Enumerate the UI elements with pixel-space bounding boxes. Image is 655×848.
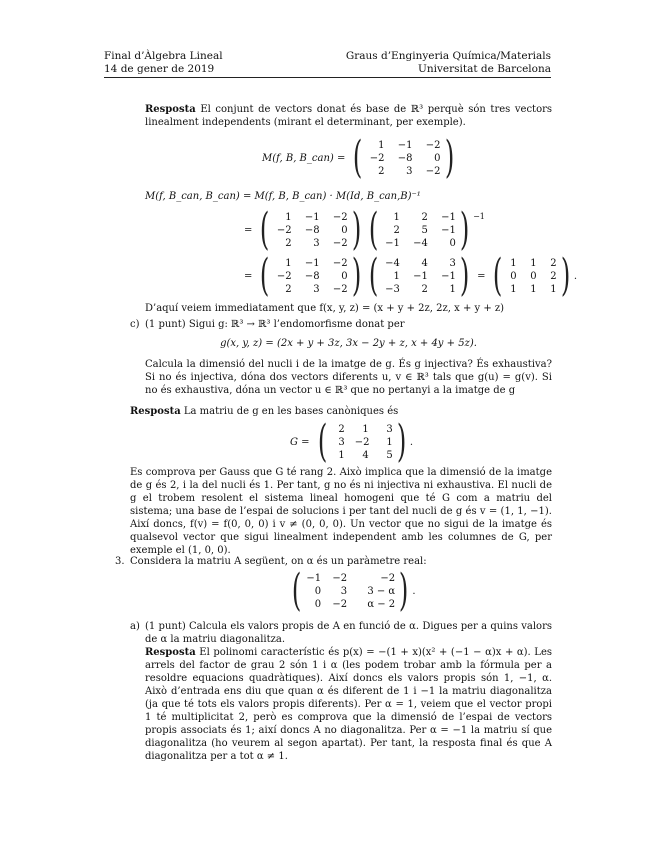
matrix-entry: 3 — [340, 585, 348, 597]
matrix-entry: −1 — [441, 270, 456, 282]
matrix-entry: 4 — [362, 449, 369, 461]
matrix-bracket: ( — [260, 250, 270, 301]
matrix-entry: −2 — [332, 598, 348, 610]
matrix-entry: 2 — [421, 283, 428, 295]
matrix-entry: 0 — [341, 270, 348, 282]
matrix-entry: 1 — [362, 423, 369, 435]
matrix-bracket: ( — [493, 250, 503, 301]
matrix-bracket: ( — [260, 204, 270, 255]
eq2-line3: = ( 1 −1 −2 −2 −8 0 2 3 −2 ) ( −4 4 3 1 −1 −1 −3 2 1 ) = ( 1 1 2 0 0 2 1 1 1 ) . — [244, 250, 577, 301]
matrix-entry: 1 — [510, 257, 517, 269]
matrix-bracket: ( — [368, 204, 379, 255]
matrix-entry: 1 — [550, 283, 557, 295]
matrix-bracket: ) — [396, 416, 407, 467]
matrix-entry: −2 — [380, 572, 396, 584]
matrix-entry: 1 — [285, 211, 292, 223]
equation-m-f-b-bcan — [262, 132, 458, 183]
matrix-entry: 0 — [449, 237, 456, 249]
matrix-entry: 1 — [393, 211, 400, 223]
matrix-entry: −2 — [276, 224, 292, 236]
matrix-entry: −3 — [385, 283, 400, 295]
matrix-entry: −2 — [332, 257, 348, 269]
matrix-entry: 2 — [338, 423, 345, 435]
matrix-entry: −1 — [441, 211, 456, 223]
resposta-2-explanation: Es comprova per Gauss que G té rang 2. Això implica que la dimensió de la imatge de g és 2, i la del nucli és 1. Per tant, g no és ni injectiva ni exhaustiva. El nucli de g el trobem resolent el sistema lineal homogeni que té G com a matriu del sistema; una base de l’espai de solucions i per tant del nucli de g és v = (1, 1, −1). Així doncs, f(v) = f(0, 0, 0) i v ≠ (0, 0, 0). Un vector que no sigui de la imatge és qualsevol vector que sigui linealment independent amb les columnes de G, per exemple el (1, 0, 0). — [130, 467, 552, 556]
matrix-entry: 1 — [338, 449, 345, 461]
eq2-line1: M(f, B_can, B_can) = M(f, B, B_can) · M(Id, B_can,B)⁻¹ — [145, 191, 421, 202]
resposta-3-text: El polinomi característic és p(x) = −(1 + x)(x² + (−1 − α)x + α). Les arrels del factor de grau 2 són 1 i α (les podem trobar amb la fórmula per a resoldre equacions quadràtiques). Així doncs els valors propis són 1, −1, α. Això d’entrada ens diu que quan α és diferent de 1 i −1 la matriu diagonalitza (ja que té tots els valors propis diferents). Per α = 1, veiem que el vector propi 1 té multiplicitat 2, però es comprova que la dimensió de l’espai de vectors propis associats és 1; així doncs A no diagonalitza. Per α = −1 la matriu sí que diagonalitza (ho veurem al segon apartat). Per tant, la resposta final és que A diagonalitza per a tot α ≠ 1. — [145, 647, 552, 762]
matrix-entry: 2 — [550, 257, 557, 269]
matrix-entry: 3 — [386, 423, 393, 435]
matrix-c — [256, 250, 364, 301]
matrix-entry: 4 — [421, 257, 428, 269]
problem-3-statement: Considera la matriu A següent, on α és un paràmetre real: — [130, 556, 427, 567]
course-title: Final d’Àlgebra Lineal — [104, 50, 223, 62]
matrix-entry: −8 — [304, 224, 320, 236]
resposta-2-text: La matriu de g en les bases canòniques és — [180, 406, 399, 417]
g-lhs: G = — [290, 436, 310, 448]
resposta-1 — [145, 103, 552, 129]
resposta-text: El conjunt de vectors donat és base de ℝ³ perquè són tres vectors linealment independents (mirant el determinant, per exemple). — [145, 104, 552, 128]
part-c-marker: c) — [130, 319, 140, 330]
matrix-entry: −1 — [306, 572, 322, 584]
matrix-entry: −2 — [332, 237, 348, 249]
matrix-a — [256, 204, 364, 255]
inverse-exponent: −1 — [473, 212, 485, 221]
university-name: Universitat de Barcelona — [418, 63, 551, 75]
part-c-statement: (1 punt) Sigui g: ℝ³ → ℝ³ l’endomorfisme donat per — [145, 319, 405, 330]
matrix-entry: 0 — [510, 270, 517, 282]
part-a-statement: (1 punt) Calcula els valors propis de A en funció de α. Digues per a quins valors de α la matriu diagonalitza. — [145, 621, 552, 645]
matrix-entry: −1 — [441, 224, 456, 236]
matrix-entry: 5 — [421, 224, 428, 236]
matrix-bracket: ( — [291, 565, 302, 616]
header-rule — [104, 77, 551, 78]
matrix-bracket: ) — [399, 565, 409, 616]
matrix-entry: 1 — [386, 436, 393, 448]
header-left — [104, 50, 223, 76]
part-c-question: Calcula la dimensió del nucli i de la imatge de g. És g injectiva? És exhaustiva? Si no és injectiva, dóna dos vectors diferents u, v ∈ ℝ³ tals que g(u) = g(v). Si no és exhaustiva, dóna un vector u ∈ ℝ³ que no pertanyi a la imatge de g — [145, 359, 552, 396]
matrix-entry: 1 — [530, 283, 537, 295]
g-matrix-equation: G = ( 2 1 3 3 −2 1 1 4 5 ) . — [290, 416, 414, 467]
matrix-bracket: ) — [560, 250, 570, 301]
matrix-d — [365, 250, 473, 301]
matrix-entry: 0 — [314, 585, 322, 597]
matrix-entry: 1 — [378, 139, 385, 151]
matrix-entry: −8 — [304, 270, 320, 282]
matrix-entry: 3 — [449, 257, 456, 269]
matrix-entry: −1 — [304, 211, 320, 223]
matrix-entry: 1 — [510, 283, 517, 295]
matrix-entry: 1 — [449, 283, 456, 295]
matrix-entry: −2 — [425, 165, 441, 177]
matrix-entry: −2 — [276, 270, 292, 282]
resposta-label: Resposta — [145, 104, 196, 115]
matrix-bracket: ) — [444, 132, 454, 183]
matrix-e — [489, 250, 573, 301]
matrix-entry: 2 — [421, 211, 428, 223]
matrix-entry: −2 — [369, 152, 385, 164]
matrix-entry: 0 — [341, 224, 348, 236]
matrix-b — [365, 204, 473, 255]
matrix-entry: 0 — [530, 270, 537, 282]
matrix-m1 — [349, 132, 457, 183]
matrix-entry: 5 — [386, 449, 393, 461]
matrix-entry: 2 — [285, 237, 292, 249]
matrix-entry: 0 — [434, 152, 441, 164]
header-right — [346, 50, 551, 76]
matrix-entry: −4 — [385, 257, 400, 269]
exam-date: 14 de gener de 2019 — [104, 63, 215, 75]
matrix-entry: 3 − α — [367, 585, 396, 597]
matrix-entry: −1 — [385, 237, 400, 249]
matrix-g — [314, 416, 410, 467]
matrix-bracket: ) — [459, 250, 470, 301]
resposta-2-label: Resposta — [130, 406, 181, 417]
daqui-line: D’aquí veiem immediatament que f(x, y, z) = (x + y + 2z, 2z, x + y + z) — [145, 303, 505, 314]
g-formula: g(x, y, z) = (2x + y + 3z, 3x − 2y + z, x + 4y + 5z). — [220, 338, 477, 349]
matrix-entry: 3 — [313, 283, 320, 295]
matrix-entry: 3 — [406, 165, 413, 177]
part-a-marker: a) — [130, 621, 140, 632]
matrix-entry: −2 — [354, 436, 370, 448]
matrix-entry: −1 — [304, 257, 320, 269]
matrix-entry: −4 — [413, 237, 428, 249]
matrix-bracket: ) — [351, 204, 361, 255]
matrix-entry: 2 — [285, 283, 292, 295]
matrix-a-equation: ( −1 −2 −2 0 3 3 − α 0 −2 α − 2 ) . — [288, 569, 416, 613]
matrix-bracket: ( — [368, 250, 379, 301]
matrix-entry: −8 — [397, 152, 413, 164]
resposta-2 — [130, 405, 552, 418]
matrix-entry: 1 — [285, 257, 292, 269]
resposta-3 — [145, 646, 552, 763]
matrix-entry: −2 — [332, 211, 348, 223]
matrix-entry: −2 — [332, 572, 348, 584]
matrix-entry: 2 — [550, 270, 557, 282]
resposta-3-label: Resposta — [145, 647, 196, 658]
matrix-entry: −2 — [332, 283, 348, 295]
matrix-entry: −1 — [397, 139, 413, 151]
problem-3-number: 3. — [115, 556, 125, 567]
matrix-alpha — [288, 565, 412, 616]
matrix-entry: −1 — [413, 270, 428, 282]
matrix-bracket: ) — [459, 204, 470, 255]
matrix-entry: 0 — [314, 598, 322, 610]
matrix-bracket: ( — [317, 416, 327, 467]
matrix-entry: −2 — [425, 139, 441, 151]
degree-name: Graus d’Enginyeria Química/Materials — [345, 50, 551, 62]
matrix-bracket: ) — [351, 250, 361, 301]
matrix-entry: 3 — [338, 436, 345, 448]
matrix-entry: 2 — [393, 224, 400, 236]
matrix-entry: 2 — [378, 165, 385, 177]
eq1-lhs: M(f, B, B_can) = — [262, 152, 346, 164]
matrix-entry: α − 2 — [367, 598, 396, 610]
matrix-entry: 3 — [313, 237, 320, 249]
matrix-entry: 1 — [530, 257, 537, 269]
matrix-entry: 1 — [393, 270, 400, 282]
matrix-bracket: ( — [353, 132, 363, 183]
eq2-line2: = ( 1 −1 −2 −2 −8 0 2 3 −2 ) ( 1 2 −1 2 5 −1 −1 −4 0 ) $^{-1}$ — [244, 204, 485, 255]
